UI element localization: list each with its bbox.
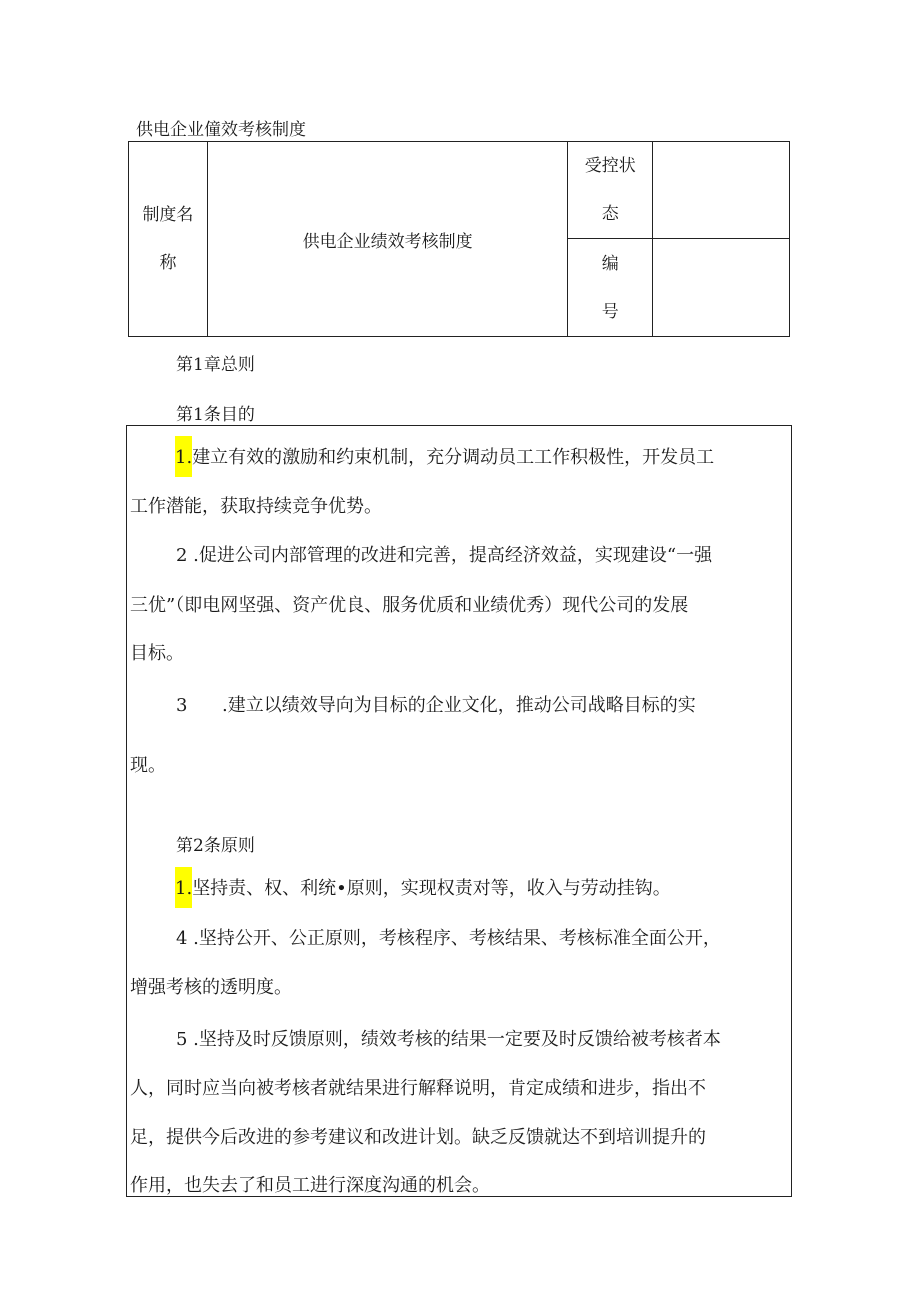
article1-item1-line1: 1.建立有效的激励和约束机制，充分调动员工工作积极性，开发员工 — [175, 432, 714, 483]
control-status-label: 受控状 态 — [568, 142, 653, 239]
chapter-heading: 第1章总则 — [176, 355, 255, 375]
document-title: 供电企业僮效考核制度 — [136, 120, 306, 140]
article2-heading: 第2条原则 — [176, 836, 255, 856]
article1-item2-line1: 2 .促进公司内部管理的改进和完善，提高经济效益，实现建设“一强 — [176, 545, 713, 566]
number-value[interactable] — [653, 239, 790, 337]
article2-item2-line1: 4 .坚持公开、公正原则，考核程序、考核结果、考核标准全面公开， — [176, 928, 721, 949]
policy-name-value: 供电企业绩效考核制度 — [207, 142, 567, 337]
item-number: 5 . — [176, 1029, 199, 1050]
article2-item1-line1: 1.坚持责、权、利统•原则，实现权责对等，收入与劳动挂钩。 — [175, 863, 671, 914]
article1-item2-line2: 三优”（即电网坚强、资产优良、服务优质和业绩优秀）现代公司的发展 — [130, 595, 689, 616]
article2-item3-line4: 作用，也失去了和员工进行深度沟通的机会。 — [130, 1175, 490, 1196]
item-number: 2 . — [176, 545, 199, 566]
number-label: 编 号 — [568, 239, 653, 337]
control-status-value[interactable] — [653, 142, 790, 239]
article2-item3-line1: 5 .坚持及时反馈原则，绩效考核的结果一定要及时反馈给被考核者本 — [176, 1029, 721, 1050]
policy-name-label: 制度名 称 — [129, 142, 208, 337]
item-number: 1. — [175, 436, 192, 477]
article1-heading: 第1条目的 — [176, 405, 255, 425]
article1-item1-line2: 工作潜能，获取持续竞争优势。 — [130, 496, 382, 517]
item-number: 4 . — [176, 928, 199, 949]
article2-item3-line3: 足，提供今后改进的参考建议和改进计划。缺乏反馈就达不到培训提升的 — [130, 1127, 706, 1148]
item-number: 3 — [176, 695, 188, 716]
item-number: 1. — [175, 867, 192, 908]
header-table — [128, 141, 790, 337]
article1-item3-line1: 3 .建立以绩效导向为目标的企业文化，推动公司战略目标的实 — [176, 680, 696, 731]
article1-item2-line3: 目标。 — [130, 643, 184, 664]
article2-item2-line2: 增强考核的透明度。 — [130, 977, 292, 998]
article2-item3-line2: 人，同时应当向被考核者就结果进行解释说明，肯定成绩和进步，指出不 — [130, 1078, 706, 1099]
article1-item3-line2: 现。 — [130, 755, 166, 776]
